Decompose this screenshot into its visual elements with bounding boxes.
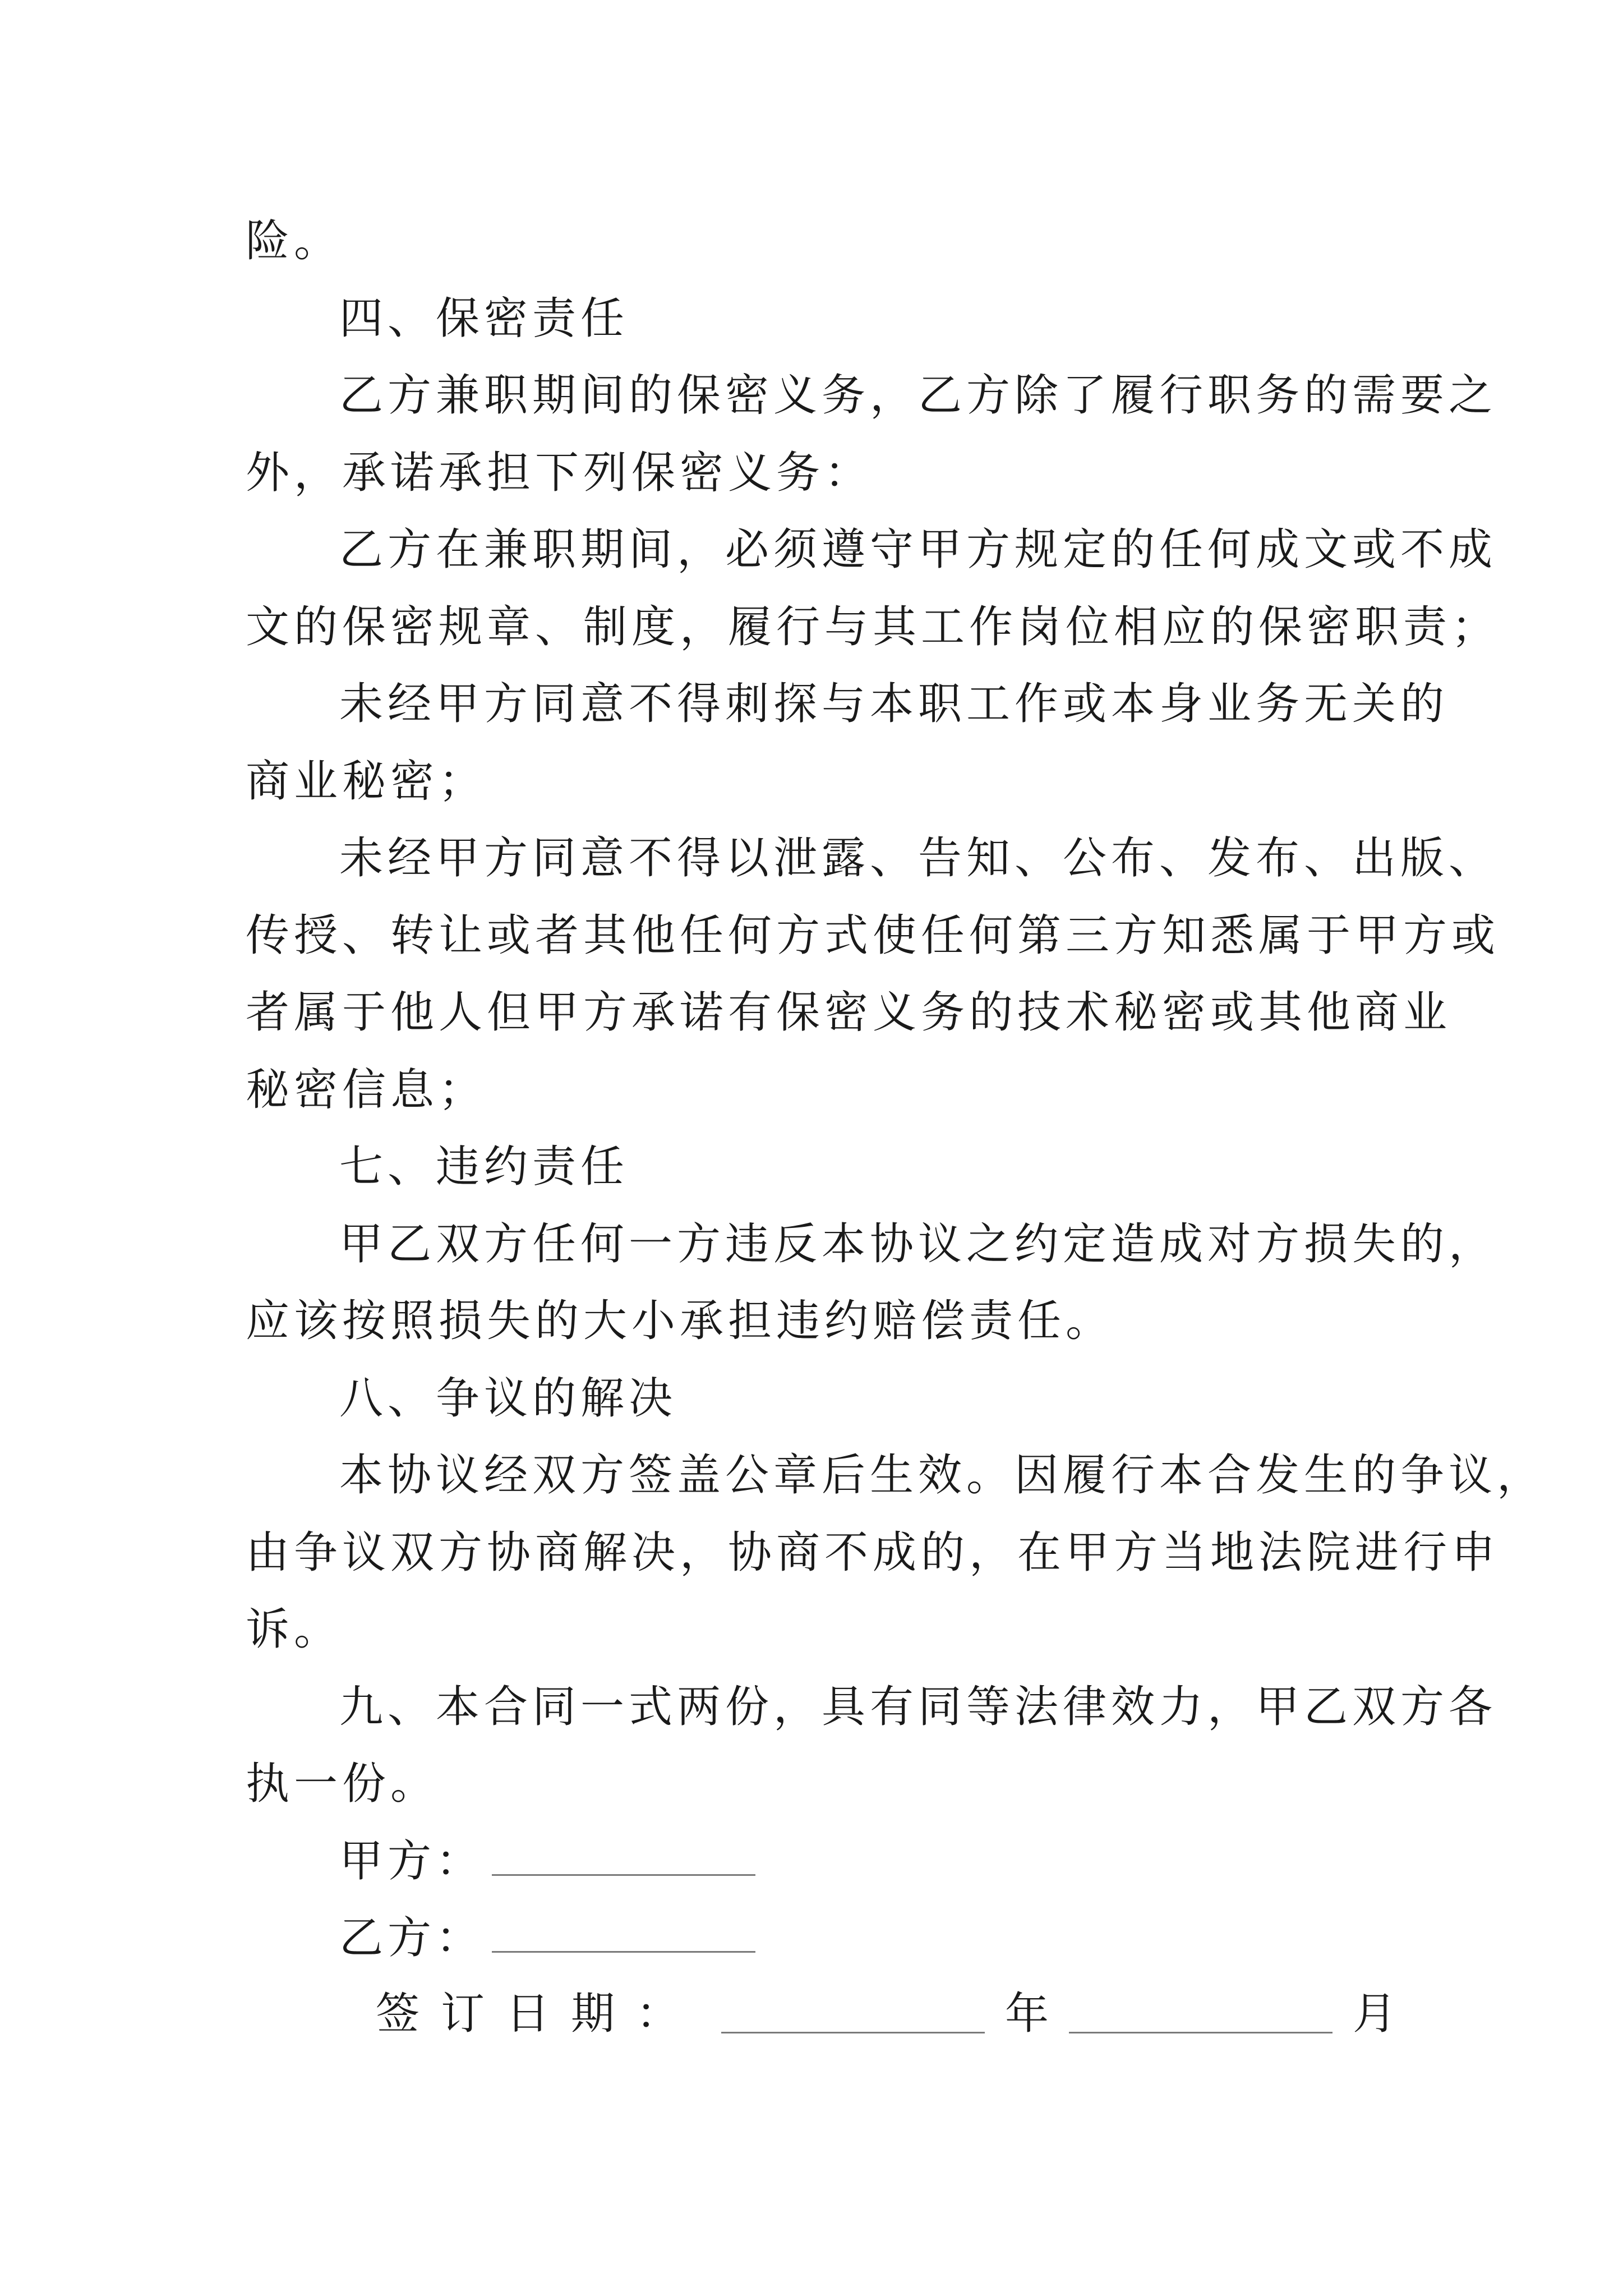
paragraph-line: 者属于他人但甲方承诺有保密义务的技术秘密或其他商业 bbox=[246, 987, 1452, 1038]
month-blank bbox=[1069, 1995, 1332, 2033]
party-a-label: 甲方： bbox=[339, 1836, 485, 1887]
paragraph-line: 外，承诺承担下列保密义务： bbox=[246, 448, 873, 498]
party-a-signature-row bbox=[339, 1830, 755, 1892]
section-heading: 四、保密责任 bbox=[339, 293, 629, 344]
paragraph-line: 传授、转让或者其他任何方式使任何第三方知悉属于甲方或 bbox=[246, 910, 1500, 961]
signing-date-row bbox=[376, 1983, 1396, 2045]
paragraph-line: 甲乙双方任何一方违反本协议之约定造成对方损失的， bbox=[339, 1219, 1497, 1269]
year-blank bbox=[721, 1995, 985, 2033]
paragraph-line: 应该按照损失的大小承担违约赔偿责任。 bbox=[246, 1296, 1114, 1346]
paragraph-line: 商业秘密； bbox=[246, 756, 487, 807]
signing-date-label: 签订日期： bbox=[376, 1989, 702, 2039]
paragraph-line: 由争议双方协商解决，协商不成的，在甲方当地法院进行申 bbox=[246, 1527, 1500, 1578]
month-label: 月 bbox=[1352, 1989, 1396, 2039]
party-b-label: 乙方： bbox=[339, 1913, 485, 1963]
paragraph-line: 秘密信息； bbox=[246, 1065, 487, 1115]
party-a-blank bbox=[492, 1837, 755, 1876]
paragraph-line: 乙方兼职期间的保密义务，乙方除了履行职务的需要之 bbox=[339, 370, 1497, 421]
year-label: 年 bbox=[1004, 1989, 1049, 2039]
paragraph-line: 未经甲方同意不得以泄露、告知、公布、发布、出版、 bbox=[339, 833, 1497, 884]
paragraph-line: 文的保密规章、制度，履行与其工作岗位相应的保密职责； bbox=[246, 602, 1500, 652]
section-heading: 八、争议的解决 bbox=[339, 1373, 677, 1424]
paragraph-line: 乙方在兼职期间，必须遵守甲方规定的任何成文或不成 bbox=[339, 524, 1497, 575]
party-b-blank bbox=[492, 1914, 755, 1953]
section-heading: 七、违约责任 bbox=[339, 1142, 629, 1192]
paragraph-line: 执一份。 bbox=[246, 1759, 439, 1809]
paragraph-line: 未经甲方同意不得刺探与本职工作或本身业务无关的 bbox=[339, 679, 1449, 729]
paragraph-line: 九、本合同一式两份，具有同等法律效力，甲乙双方各 bbox=[339, 1682, 1497, 1732]
paragraph-line: 本协议经双方签盖公章后生效。因履行本合发生的争议， bbox=[339, 1450, 1546, 1501]
paragraph-line: 险。 bbox=[246, 216, 343, 266]
paragraph-line: 诉。 bbox=[246, 1604, 343, 1655]
party-b-signature-row bbox=[339, 1907, 755, 1969]
